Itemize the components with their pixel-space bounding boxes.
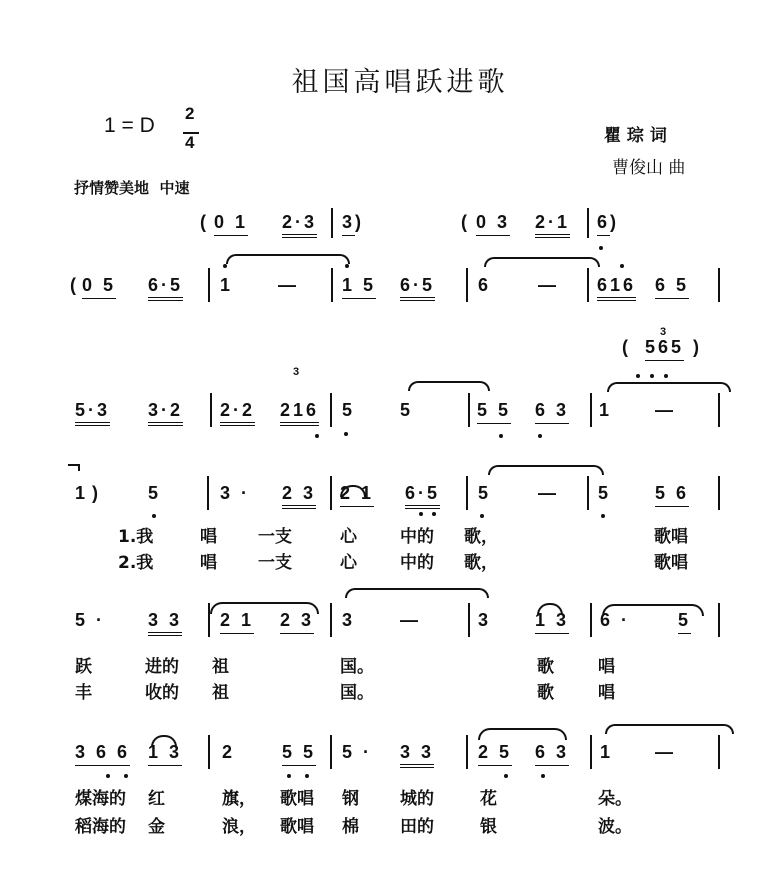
octave-dot (152, 514, 156, 518)
note-group: 6·5 (400, 275, 435, 301)
octave-dot (480, 514, 484, 518)
lyric-syllable: 棉 (342, 817, 359, 837)
bar-line (718, 735, 720, 769)
tie-mark (607, 382, 731, 392)
note-group: 6 3 (535, 742, 569, 766)
song-title: 祖国高唱跃进歌 (291, 67, 509, 98)
lyric-syllable: 唱 (200, 553, 217, 573)
octave-dot (538, 434, 542, 438)
lyric-syllable: 跃 (75, 657, 92, 677)
bar-line (330, 603, 332, 637)
bar-line (330, 735, 332, 769)
octave-dot (287, 774, 291, 778)
bar-line (468, 393, 470, 427)
lyric-syllable: 收的 (145, 683, 179, 703)
lyric-syllable: 田的 (400, 817, 434, 837)
bar-line (718, 393, 720, 427)
note-group: — (538, 483, 559, 503)
note-group: 6 (478, 275, 492, 295)
bar-line (331, 208, 333, 238)
note-group: 2 1 (340, 483, 374, 507)
tie-mark (605, 724, 734, 734)
slur-mark (537, 603, 563, 615)
note-group: 616 (597, 275, 636, 301)
octave-dot (541, 774, 545, 778)
octave-dot (664, 374, 668, 378)
bar-line (331, 268, 333, 302)
note-group: 5 (598, 483, 612, 503)
lyric-syllable: 旗， (222, 789, 256, 809)
bar-line (208, 268, 210, 302)
note-group: ( (70, 275, 79, 295)
lyric-syllable: 歌， (464, 553, 498, 573)
bar-line (468, 603, 470, 637)
lyric-syllable: 钢 (342, 789, 359, 809)
tie-mark (484, 257, 600, 267)
octave-dot (344, 432, 348, 436)
lyric-syllable: 唱 (598, 683, 615, 703)
lyric-syllable: 一支 (258, 527, 292, 547)
note-group: — (278, 275, 299, 295)
lyric-syllable: 歌唱 (280, 817, 314, 837)
note-group: — (400, 610, 421, 630)
octave-dot (432, 512, 436, 516)
note-group: — (538, 275, 559, 295)
note-group: 5 (342, 400, 356, 420)
bar-line (718, 603, 720, 637)
note-group: 5 (678, 610, 691, 634)
lyric-syllable: 红 (148, 789, 165, 809)
bar-line (587, 268, 589, 302)
lyric-syllable: 歌， (464, 527, 498, 547)
note-group: 0 3 (476, 212, 510, 236)
lyric-syllable: 唱 (598, 657, 615, 677)
bar-line (590, 603, 592, 637)
note-group: ) (610, 212, 619, 232)
note-group: 6·5 (148, 275, 183, 301)
note-group: 5 (148, 483, 162, 503)
note-group: 6 · (600, 610, 631, 630)
note-group: — (655, 742, 676, 762)
lyric-syllable: 唱 (200, 527, 217, 547)
note-group: 1 3 (148, 742, 182, 766)
note-group: 2 (222, 742, 236, 762)
bar-line (590, 735, 592, 769)
tempo-marking: 抒情赞美地 中速 (74, 179, 190, 197)
lyric-syllable: 歌唱 (280, 789, 314, 809)
bar-line (210, 393, 212, 427)
octave-dot (599, 246, 603, 250)
note-group: ( (461, 212, 470, 232)
lyric-syllable: 祖 (212, 657, 229, 677)
lyric-syllable: 国。 (340, 657, 374, 677)
octave-dot (620, 264, 624, 268)
note-group: 5·3 (75, 400, 110, 426)
bar-line (718, 268, 720, 302)
note-group: 3 3 (400, 742, 434, 768)
note-group: 2 3 (280, 610, 314, 634)
composer-credit: 曹俊山 曲 (612, 158, 686, 178)
note-group: 216 (280, 400, 319, 426)
note-group: 0 5 (82, 275, 116, 299)
note-group: 3·2 (148, 400, 183, 426)
note-group: 1 (220, 275, 234, 295)
note-group: ) (355, 212, 364, 232)
note-group: 1 5 (342, 275, 376, 299)
lyric-syllable: 朵。 (598, 789, 632, 809)
note-group: 2 5 (478, 742, 512, 766)
slur-mark (210, 602, 319, 614)
octave-dot (504, 774, 508, 778)
lyric-syllable: 一支 (258, 553, 292, 573)
time-signature-denominator: 4 (185, 133, 195, 152)
note-group: ) (92, 483, 101, 503)
note-group: 6 (597, 212, 610, 236)
lyric-syllable: 中的 (400, 527, 434, 547)
octave-dot (650, 374, 654, 378)
bar-line (587, 476, 589, 510)
bar-line (208, 735, 210, 769)
note-group: 3 3 (148, 610, 182, 636)
bar-line (330, 393, 332, 427)
octave-dot (106, 774, 110, 778)
note-group: 5 (478, 483, 492, 503)
bar-line (208, 603, 210, 637)
note-group: 565 (645, 337, 684, 361)
octave-dot (499, 434, 503, 438)
lyric-syllable: 歌唱 (654, 553, 688, 573)
note-group: 6 5 (655, 275, 689, 299)
note-group: 1 (600, 742, 614, 762)
lyric-syllable: 浪， (222, 817, 256, 837)
tie-mark (488, 465, 604, 475)
lyric-syllable: 中的 (400, 553, 434, 573)
note-group: 6 3 (535, 400, 569, 424)
note-group: 5 · (342, 742, 373, 762)
lyric-syllable: 1.我 (118, 527, 154, 547)
note-group: 2·1 (535, 212, 570, 238)
lyric-syllable: 金 (148, 817, 165, 837)
note-group: 3 (342, 610, 356, 630)
note-group: ( (622, 337, 631, 357)
lyric-syllable: 银 (480, 817, 497, 837)
note-group: 5 · (75, 610, 106, 630)
key-signature: 1 = D (104, 114, 155, 137)
tie-mark (345, 588, 489, 598)
lyric-syllable: 歌 (537, 657, 554, 677)
note-group: 5 (400, 400, 414, 420)
bar-line (587, 208, 589, 238)
octave-dot (636, 374, 640, 378)
octave-dot (419, 512, 423, 516)
slur-mark (151, 735, 177, 747)
note-group: 1 (599, 400, 613, 420)
triplet-mark: 3 (660, 326, 667, 338)
tie-continuation (68, 464, 80, 471)
note-group: 2·3 (282, 212, 317, 238)
lyric-syllable: 心 (340, 553, 357, 573)
bar-line (466, 476, 468, 510)
octave-dot (315, 434, 319, 438)
lyric-syllable: 歌唱 (654, 527, 688, 547)
note-group: 3 · (220, 483, 251, 503)
time-signature-numerator: 2 (185, 104, 195, 123)
slur-mark (478, 728, 567, 740)
note-group: 2·2 (220, 400, 255, 426)
note-group: 5 5 (282, 742, 316, 766)
lyric-syllable: 煤海的 (75, 789, 126, 809)
note-group: 5 6 (655, 483, 689, 507)
lyric-syllable: 歌 (537, 683, 554, 703)
lyric-syllable: 2.我 (118, 553, 154, 573)
lyric-syllable: 花 (480, 789, 497, 809)
octave-dot (124, 774, 128, 778)
note-group: ( (200, 212, 209, 232)
note-group: 6·5 (405, 483, 440, 509)
tie-mark (408, 381, 490, 391)
lyricist-credit: 瞿 琮 词 (604, 126, 667, 146)
note-group: 0 1 (214, 212, 248, 236)
bar-line (207, 476, 209, 510)
octave-dot (345, 264, 349, 268)
lyric-syllable: 国。 (340, 683, 374, 703)
note-group: 3 (342, 212, 355, 236)
bar-line (466, 268, 468, 302)
note-group: 1 3 (535, 610, 569, 634)
bar-line (718, 476, 720, 510)
tie-mark (226, 254, 350, 264)
slur-mark (602, 604, 704, 616)
note-group: 2 3 (282, 483, 316, 509)
lyric-syllable: 进的 (145, 657, 179, 677)
note-group: 2 1 (220, 610, 254, 634)
octave-dot (223, 264, 227, 268)
lyric-syllable: 心 (340, 527, 357, 547)
note-group: — (655, 400, 676, 420)
note-group: 3 (478, 610, 492, 630)
lyric-syllable: 稻海的 (75, 817, 126, 837)
note-group: 5 5 (477, 400, 511, 424)
bar-line (330, 476, 332, 510)
lyric-syllable: 波。 (598, 817, 632, 837)
lyric-syllable: 丰 (75, 683, 92, 703)
bar-line (590, 393, 592, 427)
bar-line (466, 735, 468, 769)
note-group: 1 (75, 483, 89, 503)
note-group: ) (693, 337, 702, 357)
lyric-syllable: 祖 (212, 683, 229, 703)
octave-dot (305, 774, 309, 778)
triplet-mark: 3 (293, 366, 300, 378)
lyric-syllable: 城的 (400, 789, 434, 809)
note-group: 3 6 6 (75, 742, 130, 766)
octave-dot (601, 514, 605, 518)
